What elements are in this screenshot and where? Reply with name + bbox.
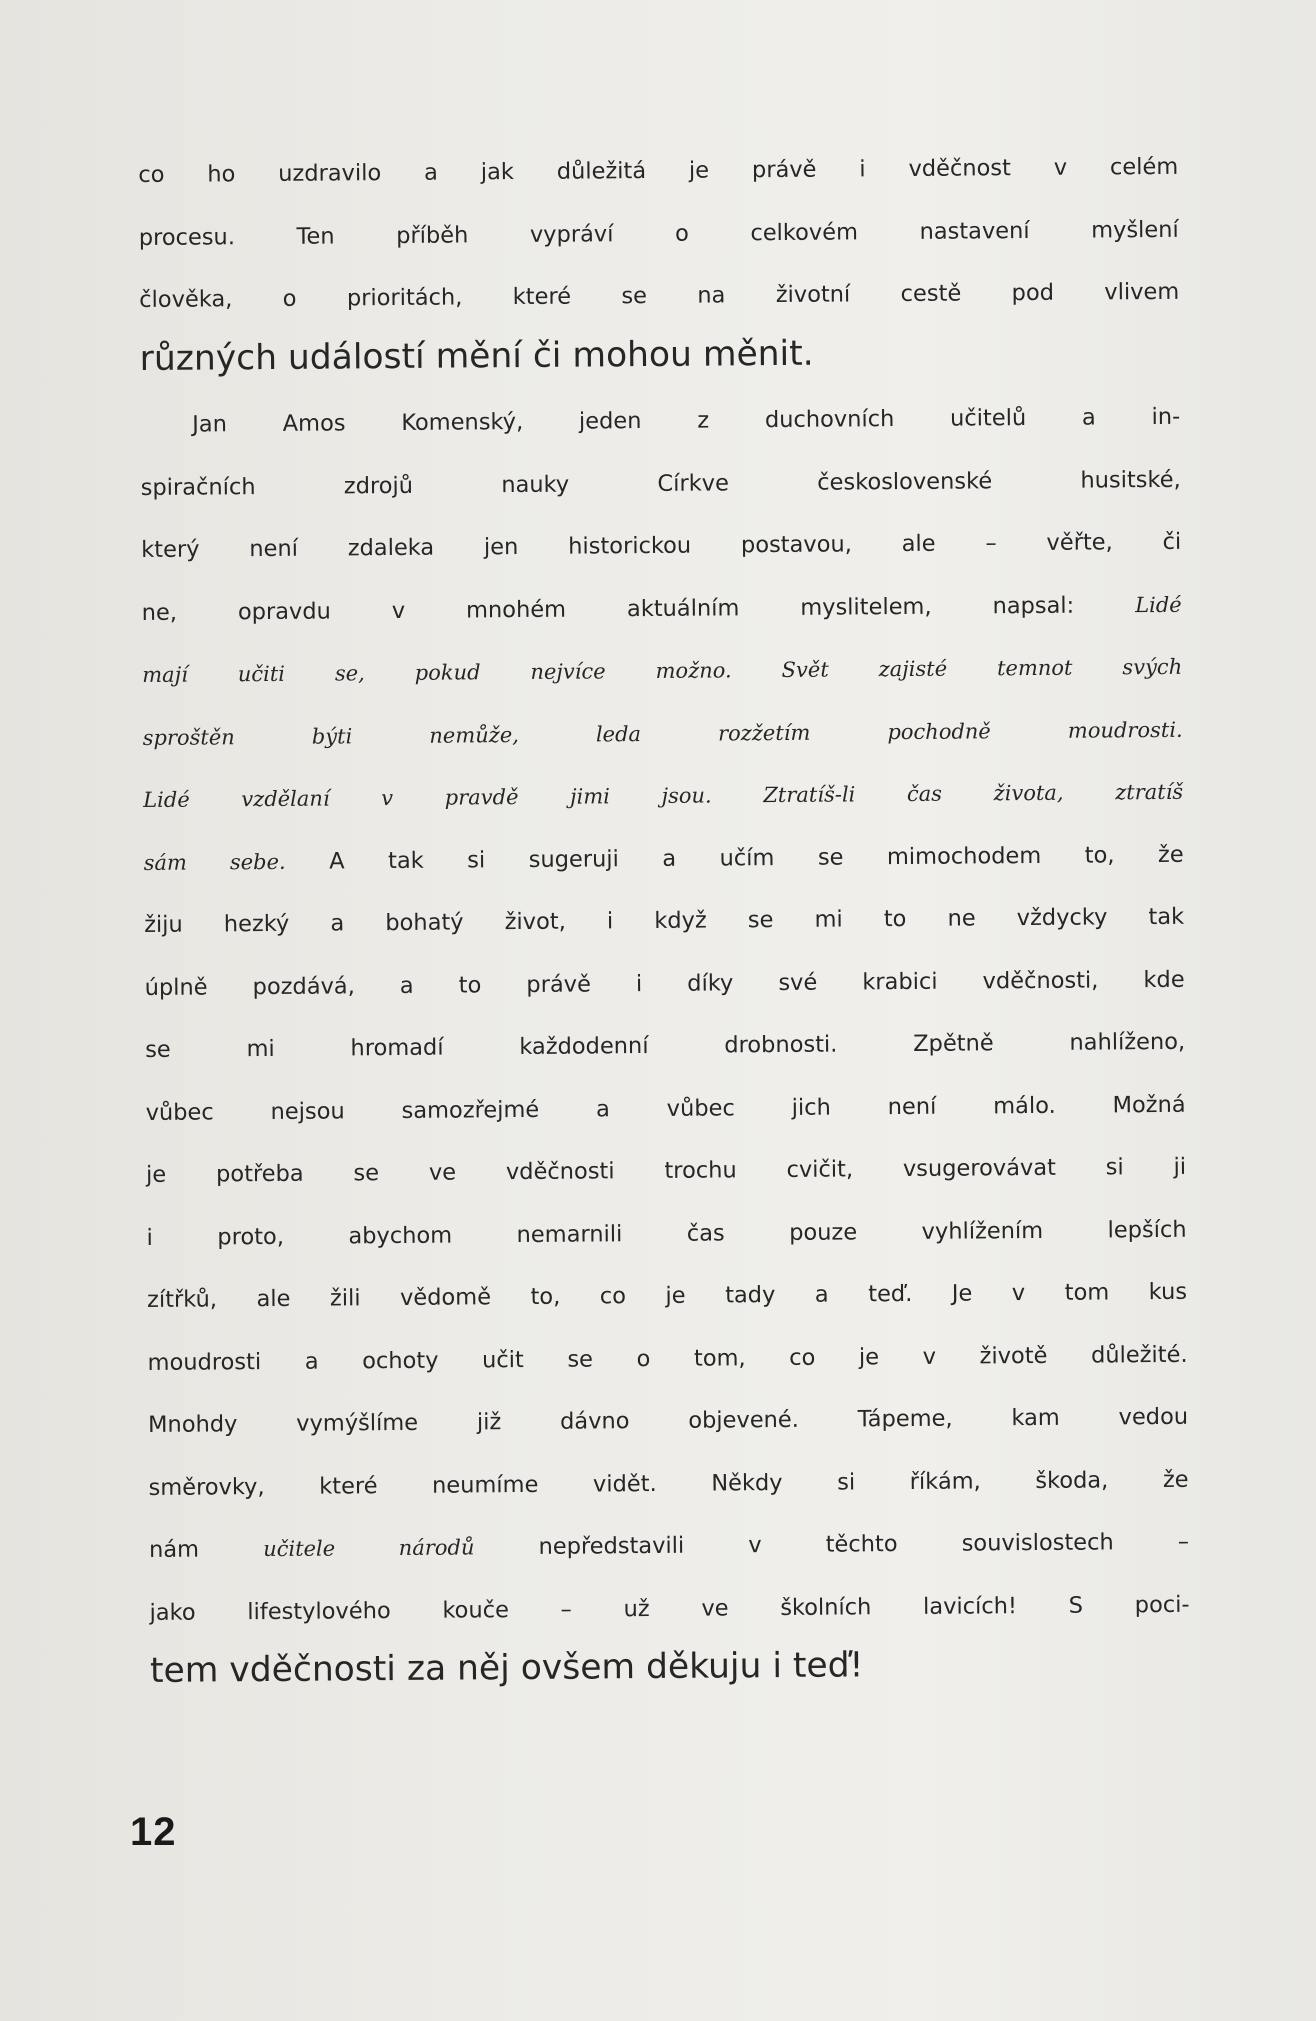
text-segment: směrovky, které neumíme vidět. Někdy si říkám, škoda, že — [148, 1466, 1189, 1501]
text-segment: Jan Amos Komenský, jeden z duchovních učitelů a in- — [192, 403, 1181, 438]
text-segment: vůbec nejsou samozřejmé a vůbec jich není málo. Možná — [145, 1091, 1186, 1126]
text-segment: ne, opravdu v mnohém aktuálním myslitelem, napsal: — [141, 591, 1136, 626]
text-line — [144, 944, 1184, 1015]
text-segment: Mnohdy vymýšlíme již dávno objevené. Tápeme, kam vedou — [147, 1403, 1189, 1438]
text-line — [147, 1319, 1187, 1390]
text-segment: zítřků, ale žili vědomě to, co je tady a teď. Je v tom kus — [147, 1278, 1188, 1313]
text-line — [149, 1569, 1189, 1640]
text-segment: je potřeba se ve vděčnosti trochu cvičit, vsugerovávat si ji — [146, 1153, 1187, 1188]
text-line — [148, 1444, 1188, 1515]
text-line — [139, 319, 1179, 390]
text-line — [149, 1507, 1189, 1578]
text-line — [140, 444, 1180, 515]
text-line — [141, 569, 1181, 640]
italic-text-segment: sproštěn býti nemůže, leda rozžetím pochodně moudrosti. — [142, 717, 1183, 750]
text-segment: žiju hezký a bohatý život, i když se mi to ne vždycky tak — [144, 903, 1185, 938]
text-line — [138, 194, 1178, 265]
text-segment: nám — [148, 1536, 264, 1563]
text-segment: co ho uzdravilo a jak důležitá je právě i vděčnost v celém — [138, 153, 1179, 188]
text-segment: úplně pozdává, a to právě i díky své krabici vděčnosti, kde — [144, 966, 1185, 1001]
text-line — [143, 819, 1183, 890]
italic-text-segment: mají učiti se, pokud nejvíce možno. Svět zajisté temnot svých — [142, 654, 1183, 687]
text-segment: se mi hromadí každodenní drobnosti. Zpětně nahlíženo, — [145, 1028, 1186, 1063]
text-line — [146, 1132, 1186, 1203]
italic-text-segment: Lidé vzdělaní v pravdě jimi jsou. Ztratíš-li čas života, ztratíš — [143, 779, 1184, 812]
italic-text-segment: Lidé — [1135, 592, 1182, 617]
text-segment: tem vděčnosti za něj ovšem děkuju i teď! — [149, 1645, 864, 1691]
text-segment: člověka, o prioritách, které se na životní cestě pod vlivem — [139, 278, 1180, 313]
text-line — [140, 382, 1180, 453]
text-line — [148, 1382, 1188, 1453]
italic-text-segment: sám sebe. — [143, 849, 286, 875]
text-line — [142, 694, 1182, 765]
text-segment: který není zdaleka jen historickou postavou, ale – věřte, či — [141, 528, 1182, 563]
page-number: 12 — [130, 1810, 177, 1854]
text-segment: nepředstavili v těchto souvislostech – — [474, 1528, 1190, 1561]
text-segment: různých událostí mění či mohou měnit. — [139, 333, 814, 379]
text-segment: procesu. Ten příběh vypráví o celkovém nastavení myšlení — [138, 216, 1179, 251]
text-line — [141, 507, 1181, 578]
text-segment: jako lifestylového kouče – už ve školních lavicích! S poci- — [149, 1591, 1190, 1626]
text-line — [142, 632, 1182, 703]
text-segment: i proto, abychom nemarnili čas pouze vyhlížením lepších — [146, 1216, 1187, 1251]
body-text — [138, 132, 1190, 1703]
text-segment: A tak si sugeruji a učím se mimochodem to, že — [285, 841, 1184, 875]
text-line — [146, 1194, 1186, 1265]
text-line — [138, 132, 1178, 203]
text-segment: spiračních zdrojů nauky Církve československé husitské, — [140, 466, 1181, 501]
text-line — [144, 882, 1184, 953]
text-line — [145, 1007, 1185, 1078]
text-segment: moudrosti a ochoty učit se o tom, co je v životě důležité. — [147, 1341, 1188, 1376]
italic-text-segment: učitele národů — [263, 1535, 475, 1562]
text-line — [139, 257, 1179, 328]
text-line — [145, 1069, 1185, 1140]
text-line — [143, 757, 1183, 828]
text-line — [147, 1257, 1187, 1328]
text-line — [150, 1632, 1190, 1703]
